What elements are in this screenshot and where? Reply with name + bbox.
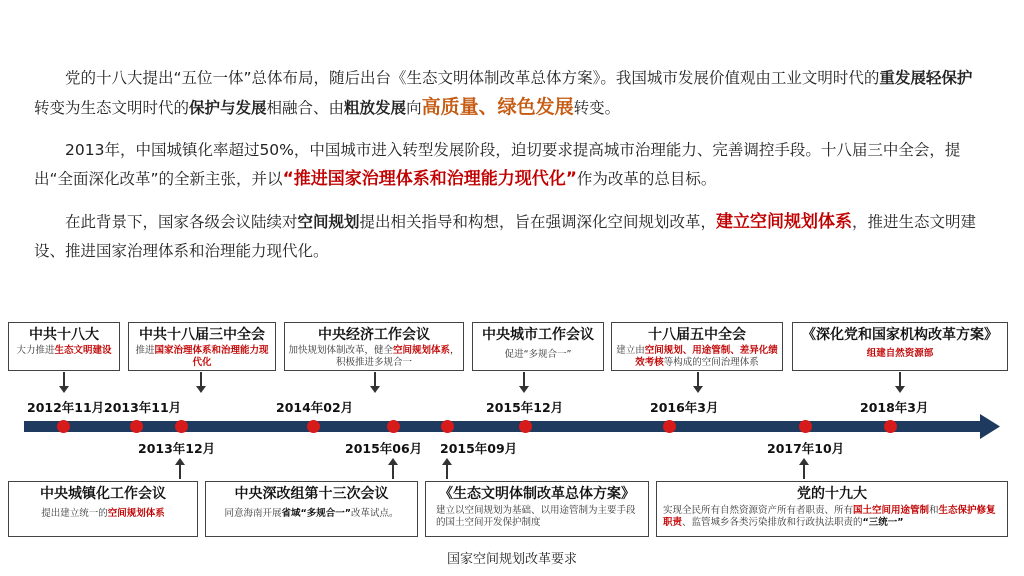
- event-desc: 建立以空间规划为基础、以用途管制为主要手段的国土空间开发保护制度: [436, 505, 636, 528]
- p2-text-a: 2013年，中国城镇化率超过50%，中国城市进入转型发展阶段，迫切要求提高城市治理能力、完善调控手段。十八届三中全会，提出“全面深化改革”的全新主张，并以: [34, 141, 961, 188]
- p1-text-f: 粗放发展: [344, 99, 407, 117]
- pointer-arrow: [374, 372, 376, 388]
- p1-text-e: 相融合、由: [266, 99, 345, 117]
- event-box-economic-conference: [284, 322, 464, 371]
- event-title: 中央深改组第十三次会议: [234, 486, 389, 502]
- p1-text-h: 高质量、绿色发展: [421, 96, 574, 118]
- p3-text-c: 提出相关指导和构想，旨在强调深化空间规划改革，: [359, 213, 717, 231]
- pointer-arrow: [63, 372, 65, 388]
- pointer-arrow: [179, 463, 181, 479]
- event-title: 中央经济工作会议: [318, 327, 430, 343]
- event-box-reform-group-meeting: [205, 481, 418, 537]
- p1-text-a: 党的十八大提出“五位一体”总体布局，随后出台《生态文明体制改革总体方案》。我国城市发展价值观由工业文明时代的: [65, 69, 880, 87]
- p1-text-d: 保护与发展: [189, 99, 267, 117]
- timeline-dot: [884, 420, 897, 433]
- intro-paragraph-3: [34, 208, 984, 266]
- event-desc: 促进“多规合一”: [504, 349, 572, 360]
- intro-paragraph-2: [34, 136, 984, 194]
- date-label: 2015年09月: [440, 441, 518, 456]
- event-title: 党的十九大: [797, 486, 867, 502]
- p1-text-i: 转变。: [573, 99, 621, 117]
- date-label: 2013年12月: [138, 441, 216, 456]
- event-box-3rd-plenum: [128, 322, 276, 371]
- event-desc: 实现全民所有自然资源资产所有者职责、所有国土空间用途管制和生态保护修复职责、监管城乡各类污染排放和行政执法职责的“三统一”: [663, 505, 996, 528]
- p3-text-d: 建立空间规划体系: [716, 212, 853, 232]
- timeline-dot: [441, 420, 454, 433]
- timeline-dot: [387, 420, 400, 433]
- event-title: 中共十八大: [29, 327, 99, 343]
- timeline-dot: [307, 420, 320, 433]
- date-label: 2014年02月: [276, 400, 354, 415]
- event-title: 中共十八届三中全会: [139, 327, 265, 343]
- pointer-arrow: [523, 372, 525, 388]
- timeline-dot: [799, 420, 812, 433]
- event-desc: 推进国家治理体系和治理能力现代化: [135, 345, 269, 368]
- pointer-arrow: [392, 463, 394, 479]
- date-label: 2015年12月: [486, 400, 564, 415]
- timeline-dot: [175, 420, 188, 433]
- event-box-urban-conference: [472, 322, 604, 371]
- event-box-5th-plenum: [611, 322, 783, 371]
- event-box-18th-congress: [8, 322, 120, 371]
- event-desc: 组建自然资源部: [866, 348, 934, 359]
- event-desc: 大力推进生态文明建设: [16, 345, 112, 356]
- date-label: 2015年06月: [345, 441, 423, 456]
- event-desc: 同意海南开展省域“多规合一”改革试点。: [224, 508, 399, 519]
- pointer-arrow: [200, 372, 202, 388]
- p1-text-g: 向: [406, 99, 422, 117]
- intro-paragraph-1: [34, 64, 984, 123]
- p1-text-c: 转变为生态文明时代的: [34, 99, 190, 117]
- event-title: 十八届五中全会: [648, 327, 746, 343]
- date-label: 2012年11月: [27, 400, 105, 415]
- event-box-urbanization-conference: [8, 481, 198, 537]
- date-label: 2017年10月: [767, 441, 845, 456]
- event-box-reform-plan: [792, 322, 1008, 371]
- event-title: 中央城镇化工作会议: [40, 486, 166, 502]
- p3-text-a: 在此背景下，国家各级会议陆续对: [65, 213, 298, 231]
- date-label: 2018年3月: [860, 400, 929, 415]
- timeline-arrow: [0, 412, 1024, 442]
- timeline-dot: [57, 420, 70, 433]
- event-title: 中央城市工作会议: [482, 327, 594, 343]
- timeline-dot: [519, 420, 532, 433]
- pointer-arrow: [803, 463, 805, 479]
- figure-caption: 国家空间规划改革要求: [446, 552, 577, 567]
- pointer-arrow: [899, 372, 901, 388]
- event-desc: 提出建立统一的空间规划体系: [41, 508, 165, 519]
- event-desc: 加快规划体制改革，健全空间规划体系，积极推进多规合一: [288, 345, 460, 368]
- event-box-ecological-reform-plan: [425, 481, 649, 537]
- timeline-dot: [663, 420, 676, 433]
- date-label: 2013年11月: [104, 400, 182, 415]
- event-box-19th-congress: [656, 481, 1008, 537]
- p3-text-b: 空间规划: [297, 213, 360, 231]
- p3-text-e: ，推进生态文明建设、推进国家治理体系和治理能力现代化。: [34, 213, 977, 260]
- event-desc: 建立由空间规划、用途管制、差异化绩效考核等构成的空间治理体系: [616, 345, 778, 368]
- event-title: 《深化党和国家机构改革方案》: [802, 327, 998, 343]
- event-title: 《生态文明体制改革总体方案》: [439, 486, 635, 502]
- p1-text-b: 重发展轻保护: [879, 69, 973, 87]
- date-label: 2016年3月: [650, 400, 719, 415]
- timeline-dot: [130, 420, 143, 433]
- p2-text-b: “推进国家治理体系和治理能力现代化”: [282, 169, 577, 189]
- p2-text-c: 作为改革的总目标。: [576, 170, 717, 188]
- pointer-arrow: [446, 463, 448, 479]
- pointer-arrow: [697, 372, 699, 388]
